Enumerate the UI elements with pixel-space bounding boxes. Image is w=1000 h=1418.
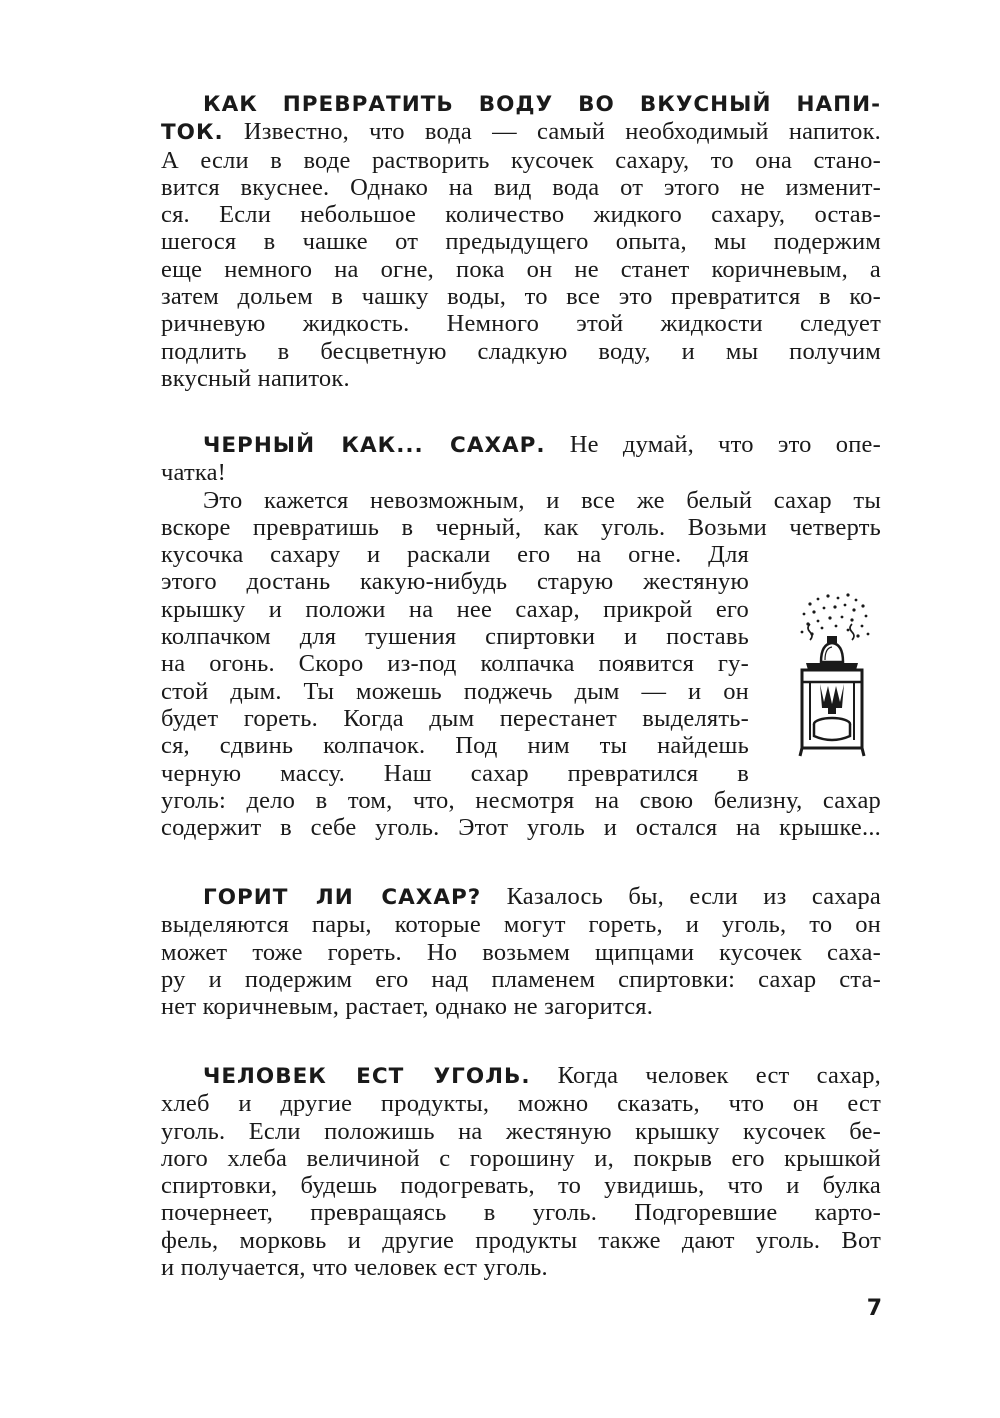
text-line: ру и подержим его над пламенем спиртовки: сахар ста- [161, 965, 881, 993]
text-line-tail: Не думай, что это опе- [545, 431, 881, 458]
text-line: уголь: дело в том, что, несмотря на свою белизну, сахар [161, 786, 881, 814]
section-man-eats-coal [161, 1062, 881, 1281]
section-heading: ГОРИТ ЛИ САХАР? [203, 885, 482, 910]
section-black-sugar [161, 431, 881, 841]
text-line: стой дым. Ты можешь поджечь дым — и он [161, 677, 749, 705]
text-line: подлить в бесцветную сладкую воду, и мы получим [161, 337, 881, 365]
text-line: колпачком для тушения спиртовки и поставь [161, 623, 749, 651]
section-heading-tail: ТОК. [161, 120, 224, 146]
text-line: выделяются пары, которые могут гореть, и уголь, то он [161, 911, 881, 939]
text-line: еще немного на огне, пока он не станет коричневым, а [161, 255, 881, 283]
text-line: кусочка сахару и раскали его на огне. Для [161, 541, 749, 569]
text-line: может тоже гореть. Но возьмем щипцами кусочек саха- [161, 938, 881, 966]
text-line: хлеб и другие продукты, можно сказать, что он ест [161, 1090, 881, 1118]
text-wrap-around-figure [161, 541, 881, 787]
text-line: чатка! [161, 459, 227, 487]
text-line: лого хлеба величиной с горошину и, покрыв его крышкой [161, 1144, 881, 1172]
text-line-tail: Известно, что вода — самый необходимый напиток. [223, 118, 881, 146]
text-line: нет коричневым, растает, однако не загорится. [161, 993, 654, 1021]
text-line-tail: Когда человек ест сахар, [530, 1062, 881, 1089]
text-line: содержит в себе уголь. Этот уголь и остался на крышке... [161, 814, 881, 842]
text-line: Это кажется невозможным, и все же белый сахар ты [203, 486, 881, 514]
text-line-tail: Казалось бы, если из сахара [481, 883, 882, 910]
text-line: на огонь. Скоро из-под колпачка появится гу- [161, 650, 749, 678]
section-does-sugar-burn [161, 883, 881, 1020]
text-line: черную массу. Наш сахар превратился в [161, 759, 749, 787]
text-line: этого достань какую-нибудь старую жестяную [161, 568, 749, 596]
section-heading: ЧЕРНЫЙ КАК... САХАР. [203, 433, 546, 458]
text-line: фель, морковь и другие продукты также дают уголь. Вот [161, 1226, 881, 1254]
page-number: 7 [866, 1296, 882, 1321]
burner-with-smoking-cap-icon [788, 590, 878, 758]
section-heading: ЧЕЛОВЕК ЕСТ УГОЛЬ. [203, 1064, 531, 1089]
text-line: шегося в чашке от предыдущего опыта, мы подержим [161, 228, 881, 256]
text-line: ся, сдвинь колпачок. Под ним ты найдешь [161, 732, 749, 760]
text-line: вится вкуснее. Однако на вид вода от этого не изменит- [161, 173, 881, 201]
text-line: затем дольем в чашку воды, то все это превратится в ко- [161, 283, 881, 311]
section-heading-line [161, 90, 881, 118]
text-line: ся. Если небольшое количество жидкого сахару, остав- [161, 201, 881, 229]
text-line [161, 118, 881, 146]
section-heading: КАК ПРЕВРАТИТЬ ВОДУ ВО ВКУСНЫЙ НАПИ- [203, 92, 881, 117]
text-line: А если в воде растворить кусочек сахару, то она стано- [161, 146, 881, 174]
text-line: спиртовки, будешь подогревать, то увидишь, что и булка [161, 1172, 881, 1200]
text-line: будет гореть. Когда дым перестанет выделять- [161, 704, 749, 732]
text-line: уголь. Если положишь на жестяную крышку кусочек бе- [161, 1117, 881, 1145]
section-heading-line [161, 1062, 881, 1090]
text-line: вскоре превратишь в черный, как уголь. Возьми четверть [161, 513, 881, 541]
text-line: крышку и положи на нее сахар, прикрой его [161, 595, 749, 623]
section-heading-line [161, 883, 881, 911]
section-water-drink [161, 90, 881, 392]
section-heading-line [161, 431, 881, 459]
text-line: почернеет, превращаясь в уголь. Подгоревшие карто- [161, 1199, 881, 1227]
text-line: вкусный напиток. [161, 364, 350, 392]
text-line: ричневую жидкость. Немного этой жидкости следует [161, 310, 881, 338]
text-line: и получается, что человек ест уголь. [161, 1254, 548, 1282]
